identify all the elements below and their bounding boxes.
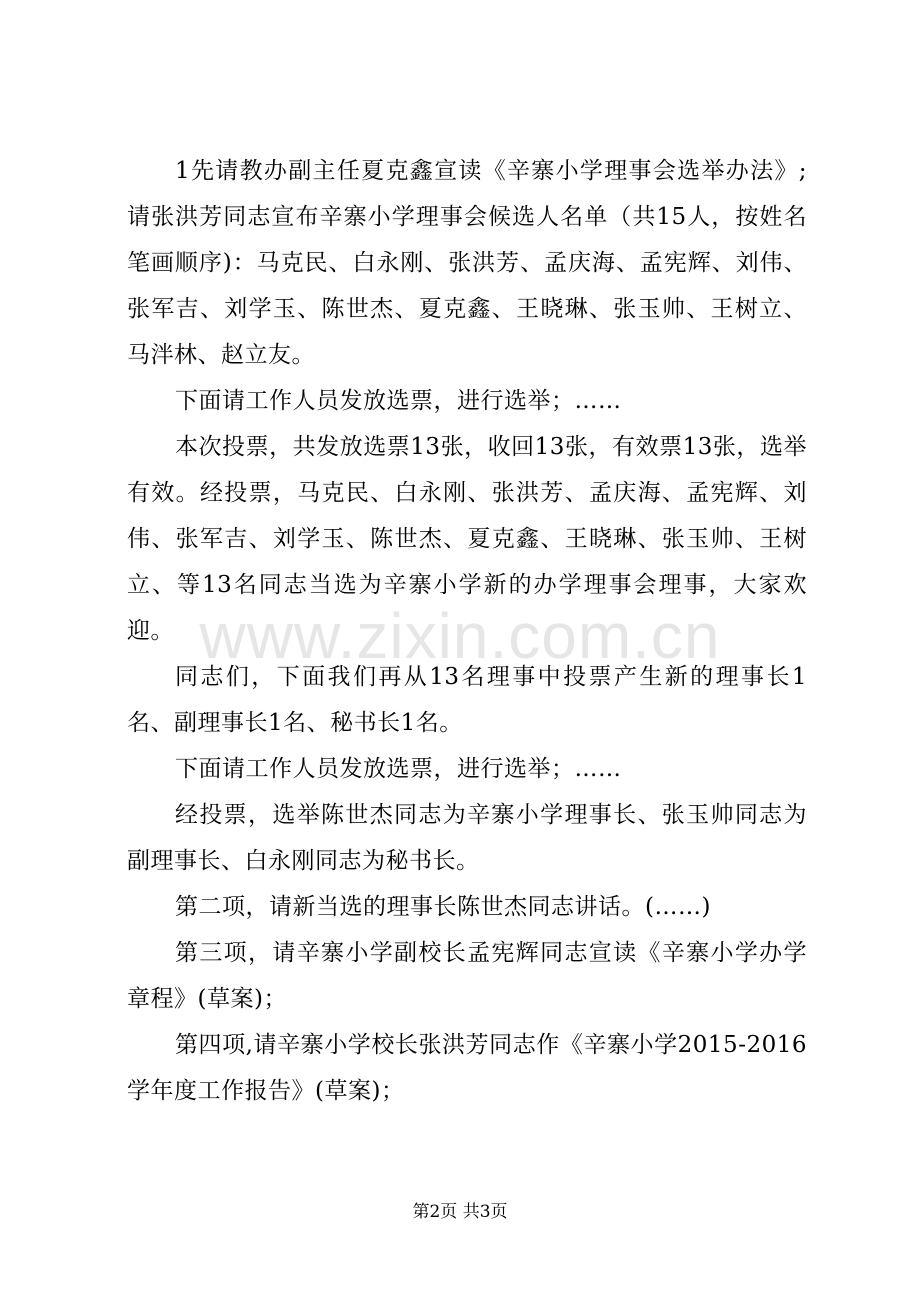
paragraph-5: 下面请工作人员发放选票，进行选举；…… [175,756,622,782]
watermark: www.zixin.com.cn [199,600,721,672]
paragraph-1: 1先请教办副主任夏克鑫宣读《辛寨小学理事会选举办法》;请张洪芳同志宣布辛寨小学理事会候选人名单（共15人，按姓名笔画顺序)：马克民、白永刚、张洪芳、孟庆海、孟宪辉、刘伟、张军吉、刘学玉、陈世杰、夏克鑫、王晓琳、张玉帅、王树立、马泮林、赵立友。 [127,158,807,368]
paragraph-4: 同志们，下面我们再从13名理事中投票产生新的理事长1名、副理事长1名、秘书长1名。 [127,664,807,736]
paragraph-6: 经投票，选举陈世杰同志为辛寨小学理事长、张玉帅同志为副理事长、白永刚同志为秘书长。 [127,802,807,874]
paragraph-3: 本次投票，共发放选票13张，收回13张，有效票13张，选举有效。经投票，马克民、白永刚、张洪芳、孟庆海、孟宪辉、刘伟、张军吉、刘学玉、陈世杰、夏克鑫、王晓琳、张玉帅、王树立、等13名同志当选为辛寨小学新的办学理事会理事，大家欢迎。 [127,434,807,644]
document-body [127,148,807,1114]
paragraph-7: 第二项，请新当选的理事长陈世杰同志讲话。(……) [175,894,711,920]
paragraph-8: 第三项，请辛寨小学副校长孟宪辉同志宣读《辛寨小学办学章程》(草案)； [127,940,807,1012]
paragraph-2: 下面请工作人员发放选票，进行选举；…… [175,388,622,414]
page-footer: 第2页 共3页 [412,1202,508,1222]
paragraph-9: 第四项,请辛寨小学校长张洪芳同志作《辛寨小学2015-2016学年度工作报告》(草案)； [127,1032,807,1104]
